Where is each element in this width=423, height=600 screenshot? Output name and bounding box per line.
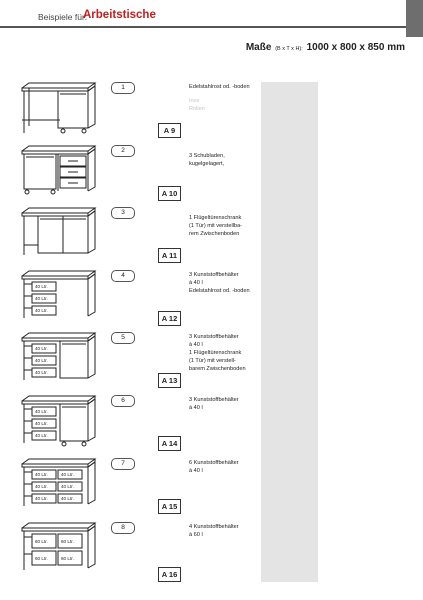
item-description <box>189 397 261 413</box>
item-description <box>189 334 261 374</box>
item-number: 2 <box>111 145 135 157</box>
item-description <box>189 272 261 296</box>
table-row <box>0 458 423 518</box>
dimensions-line <box>246 42 405 53</box>
desc-line: 1 Flügeltürenschrank <box>189 215 242 221</box>
table-drawing-a15 <box>20 458 98 510</box>
item-code: A 13 <box>158 373 181 388</box>
bin-label: 60 Ltr. <box>35 539 48 544</box>
bin-label: 40 Ltr. <box>61 472 74 477</box>
desc-line: 3 Kunststoffbehälter <box>189 272 239 278</box>
table-drawing-a11 <box>20 207 98 259</box>
bin-label: 40 Ltr. <box>35 472 48 477</box>
item-code: A 10 <box>158 186 181 201</box>
bin-label: 60 Ltr. <box>35 556 48 561</box>
table-row <box>0 207 423 267</box>
bin-label: 40 Ltr. <box>35 370 48 375</box>
header-title: Arbeitstische <box>83 9 156 21</box>
table-drawing-a16 <box>20 522 98 574</box>
item-description <box>189 209 261 239</box>
table-drawing-a14 <box>20 395 98 447</box>
bin-label: 40 Ltr. <box>35 296 48 301</box>
desc-line: à 40 l <box>189 404 203 411</box>
bin-label: 40 Ltr. <box>35 433 48 438</box>
item-code: A 12 <box>158 311 181 326</box>
item-description <box>189 524 261 540</box>
bin-label: 40 Ltr. <box>35 409 48 414</box>
bin-label: 40 Ltr. <box>35 484 48 489</box>
desc-line-faint: Rollen <box>189 105 205 112</box>
item-description <box>189 84 261 114</box>
desc-line: 3 Kunststoffbehälter <box>189 397 239 403</box>
bin-label: 40 Ltr. <box>35 308 48 313</box>
desc-line-faint: Inox <box>189 97 200 104</box>
desc-line: 3 Kunststoffbehälter <box>189 334 239 340</box>
desc-line: 4 Kunststoffbehälter <box>189 524 239 530</box>
desc-line: 3 Schubladen, <box>189 153 225 159</box>
table-drawing-a9 <box>20 82 98 134</box>
item-number: 5 <box>111 332 135 344</box>
item-number: 1 <box>111 82 135 94</box>
bin-label: 60 Ltr. <box>61 539 74 544</box>
desc-line: à 60 l <box>189 531 203 538</box>
table-drawing-a12 <box>20 270 98 322</box>
item-number: 3 <box>111 207 135 219</box>
header-tab-block <box>406 0 423 37</box>
page-header <box>0 0 423 37</box>
dimensions-value: 1000 x 800 x 850 mm <box>306 42 405 53</box>
desc-line: à 40 l <box>189 341 203 348</box>
item-code: A 14 <box>158 436 181 451</box>
bin-label: 40 Ltr. <box>61 484 74 489</box>
table-row <box>0 332 423 392</box>
item-number: 7 <box>111 458 135 470</box>
table-drawing-a13 <box>20 332 98 384</box>
item-number: 4 <box>111 270 135 282</box>
table-drawing-a10 <box>20 145 98 197</box>
item-code: A 16 <box>158 567 181 582</box>
bin-label: 40 Ltr. <box>61 496 74 501</box>
desc-line: (1 Tür) mit verstell- <box>189 357 236 364</box>
table-row <box>0 270 423 330</box>
header-prefix: Beispiele für: <box>38 12 88 22</box>
item-code: A 15 <box>158 499 181 514</box>
bin-label: 40 Ltr. <box>35 496 48 501</box>
desc-line: 6 Kunststoffbehälter <box>189 460 239 466</box>
bin-label: 40 Ltr. <box>35 284 48 289</box>
bin-label: 60 Ltr. <box>61 556 74 561</box>
table-row <box>0 145 423 205</box>
desc-line: rem Zwischenboden <box>189 230 240 237</box>
item-number: 8 <box>111 522 135 534</box>
desc-line: barem Zwischenboden <box>189 365 246 372</box>
table-row <box>0 522 423 582</box>
bin-label: 40 Ltr. <box>35 421 48 426</box>
dimensions-label: Maße <box>245 42 272 53</box>
desc-line: à 40 l <box>189 279 203 286</box>
table-row <box>0 82 423 142</box>
item-description <box>189 460 261 476</box>
item-description <box>189 147 261 169</box>
bin-label: 40 Ltr. <box>35 346 48 351</box>
desc-line: à 40 l <box>189 467 203 474</box>
desc-line: Edelstahlrost od. -boden <box>189 287 250 294</box>
table-row <box>0 395 423 455</box>
bin-label: 40 Ltr. <box>35 358 48 363</box>
desc-line: Edelstahlrost od. -boden <box>189 84 250 90</box>
desc-line: (1 Tür) mit verstellba- <box>189 222 243 229</box>
desc-line: 1 Flügeltürenschrank <box>189 349 242 356</box>
desc-line: kugelgelagert, <box>189 160 225 167</box>
header-rule <box>0 26 406 28</box>
item-number: 6 <box>111 395 135 407</box>
item-code: A 9 <box>158 123 181 138</box>
item-code: A 11 <box>158 248 181 263</box>
dimensions-order: (B x T x H): <box>275 46 303 52</box>
